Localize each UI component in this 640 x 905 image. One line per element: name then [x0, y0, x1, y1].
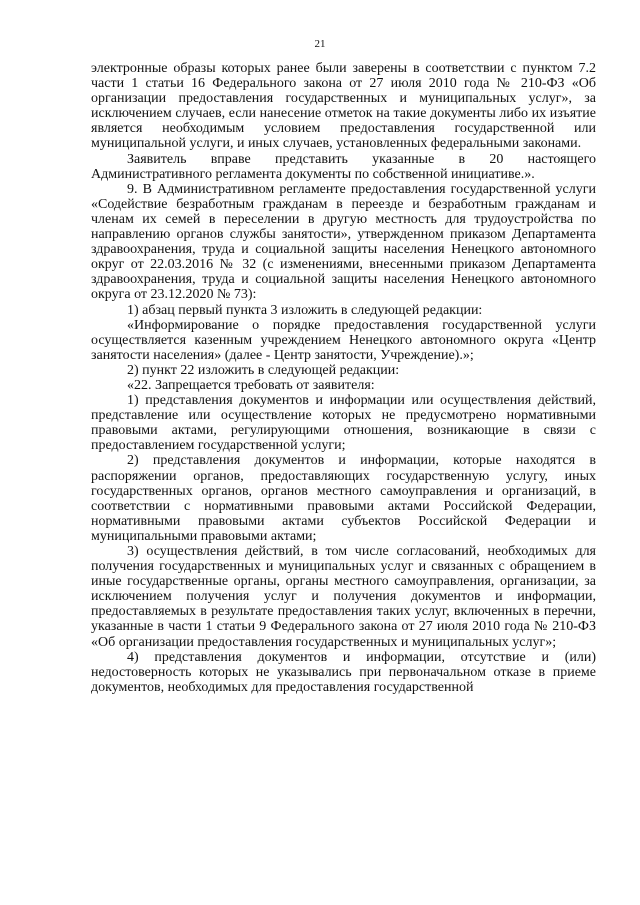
paragraph: 1) абзац первый пункта 3 изложить в следующей редакции:: [127, 302, 483, 318]
paragraph: «Информирование о порядке предоставления государственной услуги осуществляется казенным учреждением Ненецкого автономного округа «Центр занятости населения» (далее - Центр занятости, Учреждение).»;: [91, 317, 596, 363]
paragraph: 3) осуществления действий, в том числе согласований, необходимых для получения государственных и муниципальных услуг и связанных с обращением в иные государственные органы, органы местного самоуправления, организации, за исключением получения услуг и получения документов и информации, предоставляемых в результате предоставления таких услуг, включенных в перечни, указанные в части 1 статьи 9 Федерального закона от 27 июля 2010 года № 210-ФЗ «Об организации предоставления государственных и муниципальных услуг»;: [91, 544, 596, 650]
paragraph: электронные образы которых ранее были заверены в соответствии с пунктом 7.2 части 1 статьи 16 Федерального закона от 27 июля 2010 года № 210-ФЗ «Об организации предоставления государственных и муниципальных услуг», за исключением случаев, если нанесение отметок на такие документы либо их изъятие является необходимым условием предоставления государственной или муниципальной услуги, и иных случаев, установленных федеральными законами.: [91, 61, 596, 152]
paragraph: Заявитель вправе представить указанные в 20 настоящего Административного регламента документы по собственной инициативе.».: [91, 151, 596, 182]
paragraph: 4) представления документов и информации, отсутствие и (или) недостоверность которых не указывались при первоначальном отказе в приеме документов, необходимых для предоставления государственной: [91, 649, 596, 695]
paragraph: «22. Запрещается требовать от заявителя:: [127, 377, 375, 393]
paragraph: 1) представления документов и информации или осуществления действий, представление или осуществление которых не предусмотрено нормативными правовыми актами, регулирующими отношения, возникающие в связи с предоставлением государственной услуги;: [91, 393, 596, 454]
paragraph: 2) пункт 22 изложить в следующей редакции:: [127, 362, 400, 378]
paragraph: 9. В Административном регламенте предоставления государственной услуги «Содействие безработным гражданам в переезде и безработным гражданам и членам их семей в переселении в другую местность для трудоустройства по направлению органов службы занятости», утвержденном приказом Департамента здравоохранения, труда и социальной защиты населения Ненецкого автономного округ от 22.03.2016 № 32 (с изменениями, внесенными приказом Департамента здравоохранения, труда и социальной защиты населения Ненецкого автономного округа от 23.12.2020 № 73):: [91, 181, 596, 303]
page-number: 21: [314, 38, 326, 50]
document-body: [91, 61, 596, 695]
paragraph: 2) представления документов и информации, которые находятся в распоряжении органов, предоставляющих государственную услугу, иных государственных органов, органов местного самоуправления и организаций, в соответствии с нормативными правовыми актами Российской Федерации, нормативными правовыми актами субъектов Российской Федерации и муниципальными правовыми актами;: [91, 453, 596, 544]
